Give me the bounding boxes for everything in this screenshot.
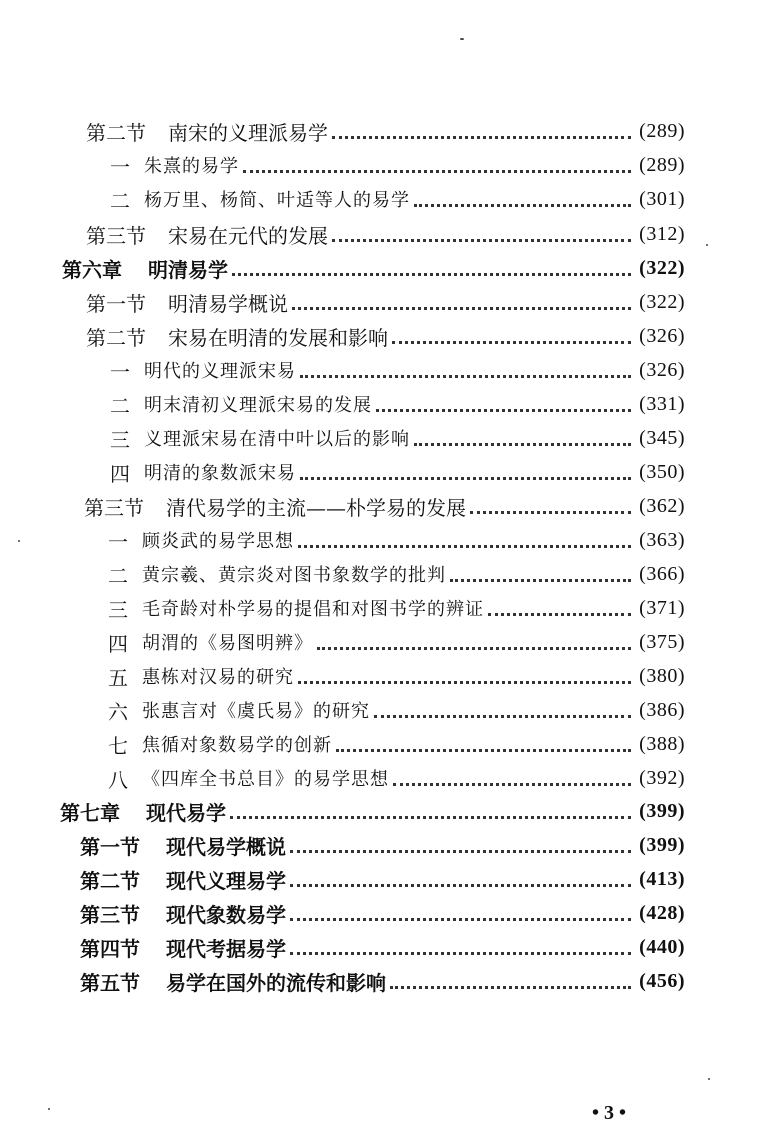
entry-title: 朱熹的易学 <box>144 156 239 177</box>
entry-page: (440) <box>639 935 685 958</box>
entry-number: 第七章 <box>60 800 120 825</box>
entry-title: 现代易学概说 <box>166 834 286 859</box>
scan-speck <box>460 38 464 40</box>
toc-entry <box>98 627 685 657</box>
entry-title: 清代易学的主流——朴学易的发展 <box>166 495 466 520</box>
toc-entry <box>100 184 685 214</box>
toc-entry <box>86 287 685 317</box>
scan-speck <box>708 1078 710 1080</box>
leader-dots <box>336 749 631 752</box>
scan-speck <box>18 540 20 542</box>
entry-page: (289) <box>639 153 685 176</box>
leader-dots <box>376 409 631 412</box>
entry-page: (312) <box>639 222 685 245</box>
leader-dots <box>232 273 631 276</box>
toc-entry <box>98 661 685 691</box>
leader-dots <box>290 850 631 853</box>
entry-page: (392) <box>639 766 685 789</box>
entry-page: (428) <box>639 901 685 924</box>
entry-page: (301) <box>639 187 685 210</box>
scan-speck <box>706 244 708 246</box>
toc-entry <box>86 116 685 146</box>
leader-dots <box>243 170 631 173</box>
entry-title: 胡渭的《易图明辨》 <box>142 633 313 654</box>
entry-number: 一 <box>108 529 128 554</box>
entry-page: (363) <box>639 528 685 551</box>
entry-title: 明清易学概说 <box>168 291 288 316</box>
entry-page: (345) <box>639 426 685 449</box>
toc-entry <box>100 150 685 180</box>
toc-entry <box>100 423 685 453</box>
leader-dots <box>332 239 631 242</box>
entry-number: 三 <box>108 597 128 622</box>
entry-number: 四 <box>110 461 130 486</box>
entry-page: (322) <box>639 290 685 313</box>
entry-number: 六 <box>108 699 128 724</box>
entry-title: 焦循对象数易学的创新 <box>142 735 332 756</box>
entry-title: 惠栋对汉易的研究 <box>142 667 294 688</box>
leader-dots <box>332 136 631 139</box>
entry-number: 第六章 <box>62 257 122 282</box>
entry-number: 第三节 <box>84 495 144 520</box>
entry-page: (386) <box>639 698 685 721</box>
entry-page: (380) <box>639 664 685 687</box>
entry-number: 第三节 <box>86 223 146 248</box>
entry-title: 张惠言对《虞氏易》的研究 <box>142 701 370 722</box>
entry-page: (289) <box>639 119 685 142</box>
entry-title: 宋易在元代的发展 <box>168 223 328 248</box>
entry-title: 义理派宋易在清中叶以后的影响 <box>144 429 410 450</box>
toc-entry <box>62 253 685 283</box>
leader-dots <box>290 952 631 955</box>
entry-number: 五 <box>108 665 128 690</box>
leader-dots <box>414 204 631 207</box>
entry-page: (350) <box>639 460 685 483</box>
entry-page: (413) <box>639 867 685 890</box>
entry-title: 明清易学 <box>148 257 228 282</box>
leader-dots <box>300 477 631 480</box>
entry-number: 第五节 <box>80 970 140 995</box>
entry-page: (388) <box>639 732 685 755</box>
entry-page: (322) <box>639 256 685 279</box>
entry-number: 二 <box>108 563 128 588</box>
toc-entry <box>80 966 685 996</box>
entry-title: 《四库全书总目》的易学思想 <box>142 769 389 790</box>
toc-entry <box>98 525 685 555</box>
page-number: • 3 • <box>592 1102 627 1124</box>
leader-dots <box>230 816 631 819</box>
entry-title: 顾炎武的易学思想 <box>142 531 294 552</box>
entry-title: 易学在国外的流传和影响 <box>166 970 386 995</box>
entry-number: 第二节 <box>86 325 146 350</box>
scan-speck <box>48 1108 50 1110</box>
entry-title: 现代象数易学 <box>166 902 286 927</box>
entry-page: (371) <box>639 596 685 619</box>
toc-entry <box>98 763 685 793</box>
leader-dots <box>470 511 631 514</box>
entry-title: 现代义理易学 <box>166 868 286 893</box>
leader-dots <box>292 307 631 310</box>
entry-page: (326) <box>639 358 685 381</box>
leader-dots <box>300 375 631 378</box>
toc-entry <box>98 695 685 725</box>
entry-page: (326) <box>639 324 685 347</box>
entry-title: 明清的象数派宋易 <box>144 463 296 484</box>
leader-dots <box>392 341 631 344</box>
toc-entry <box>86 219 685 249</box>
entry-page: (399) <box>639 799 685 822</box>
toc-entry <box>60 796 685 826</box>
toc-entry <box>80 830 685 860</box>
leader-dots <box>390 986 631 989</box>
entry-title: 明末清初义理派宋易的发展 <box>144 395 372 416</box>
entry-title: 明代的义理派宋易 <box>144 361 296 382</box>
entry-number: 七 <box>108 733 128 758</box>
entry-page: (362) <box>639 494 685 517</box>
toc-entry <box>98 593 685 623</box>
entry-number: 一 <box>110 359 130 384</box>
entry-number: 第二节 <box>86 120 146 145</box>
toc-entry <box>80 864 685 894</box>
leader-dots <box>290 918 631 921</box>
toc-entry <box>86 321 685 351</box>
leader-dots <box>450 579 631 582</box>
toc-entry <box>98 559 685 589</box>
leader-dots <box>414 443 631 446</box>
entry-number: 第一节 <box>80 834 140 859</box>
entry-title: 现代考据易学 <box>166 936 286 961</box>
entry-number: 第四节 <box>80 936 140 961</box>
entry-title: 南宋的义理派易学 <box>168 120 328 145</box>
entry-number: 二 <box>110 393 130 418</box>
entry-page: (375) <box>639 630 685 653</box>
entry-title: 黄宗羲、黄宗炎对图书象数学的批判 <box>142 565 446 586</box>
entry-title: 现代易学 <box>146 800 226 825</box>
leader-dots <box>298 545 631 548</box>
toc-entry <box>100 457 685 487</box>
toc-entry <box>98 729 685 759</box>
entry-page: (331) <box>639 392 685 415</box>
entry-number: 第一节 <box>86 291 146 316</box>
entry-number: 八 <box>108 767 128 792</box>
leader-dots <box>393 783 631 786</box>
toc-entry <box>80 898 685 928</box>
leader-dots <box>374 715 631 718</box>
toc-entry <box>100 389 685 419</box>
entry-page: (456) <box>639 969 685 992</box>
toc-entry <box>84 491 685 521</box>
entry-title: 宋易在明清的发展和影响 <box>168 325 388 350</box>
entry-number: 二 <box>110 188 130 213</box>
entry-page: (399) <box>639 833 685 856</box>
entry-number: 第二节 <box>80 868 140 893</box>
leader-dots <box>298 681 631 684</box>
entry-page: (366) <box>639 562 685 585</box>
entry-number: 三 <box>110 427 130 452</box>
entry-number: 四 <box>108 631 128 656</box>
toc-entry <box>100 355 685 385</box>
entry-title: 杨万里、杨简、叶适等人的易学 <box>144 190 410 211</box>
leader-dots <box>488 613 631 616</box>
leader-dots <box>317 647 631 650</box>
leader-dots <box>290 884 631 887</box>
toc-entry <box>80 932 685 962</box>
entry-number: 第三节 <box>80 902 140 927</box>
entry-number: 一 <box>110 154 130 179</box>
entry-title: 毛奇龄对朴学易的提倡和对图书学的辨证 <box>142 599 484 620</box>
